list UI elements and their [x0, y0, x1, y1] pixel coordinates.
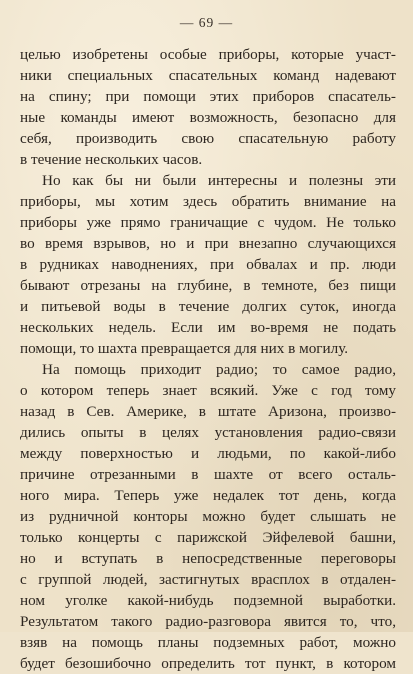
text-line: в рудниках наводнениях, при обвалах и пр. люди — [20, 256, 396, 273]
text-line: причине отрезанными в шахте от всего осталь- — [20, 466, 396, 483]
page-number: — 69 — — [179, 15, 234, 30]
text-line: с группой людей, застигнутых врасплох в отдален- — [20, 571, 396, 588]
body-text — [20, 44, 396, 674]
text-line: в течение нескольких часов. — [20, 151, 203, 168]
text-line: приборы уже прямо граничащие с чудом. Не только — [20, 214, 396, 231]
text-line: помощи, то шахта превращается для них в могилу. — [20, 340, 349, 357]
text-line: ники специальных спасательных команд надевают — [20, 67, 396, 84]
text-line: только концерты с парижской Эйфелевой башни, — [20, 529, 396, 546]
text-line: Результатом такого радио-разговора явится то, что, — [20, 613, 396, 630]
text-line: взяв на помощь планы подземных работ, можно — [20, 634, 396, 651]
text-line: назад в Сев. Америке, в штате Аризона, произво- — [20, 403, 396, 420]
text-line: во время взрывов, но и при внезапно случающихся — [20, 235, 396, 252]
text-line: из рудничной конторы можно будет слышать не — [20, 508, 396, 525]
text-line: ного мира. Теперь уже недалек тот день, когда — [20, 487, 396, 504]
text-line: На помощь приходит радио; то самое радио, — [42, 361, 396, 378]
text-line: но и вступать в непосредственные переговоры — [20, 550, 396, 567]
text-line: целью изобретены особые приборы, которые участ- — [20, 46, 396, 63]
text-line: дились опыты в целях установления радио-связи — [20, 424, 396, 441]
text-line: приборы, мы хотим здесь обратить внимание на — [20, 193, 396, 210]
text-line: будет безошибочно определить тот пункт, в котором — [20, 655, 396, 672]
text-line: и питьевой воды в течение долгих суток, иногда — [20, 298, 396, 315]
text-line: ные команды имеют возможность, безопасно для — [20, 109, 396, 126]
text-line: на спину; при помощи этих приборов спасатель- — [20, 88, 396, 105]
text-line: себя, производить свою спасательную работу — [20, 130, 396, 147]
text-line: нескольких недель. Если им во-время не подать — [20, 319, 396, 336]
text-line: ном уголке какой-нибудь подземной выработки. — [20, 592, 396, 609]
text-line: бывают отрезаны на глубине, в темноте, без пищи — [20, 277, 396, 294]
text-line: Но как бы ни были интересны и полезны эти — [42, 172, 396, 189]
text-line: между поверхностью и людьми, по какой-либо — [20, 445, 396, 462]
text-line: о котором теперь знает всякий. Уже с год тому — [20, 382, 396, 399]
